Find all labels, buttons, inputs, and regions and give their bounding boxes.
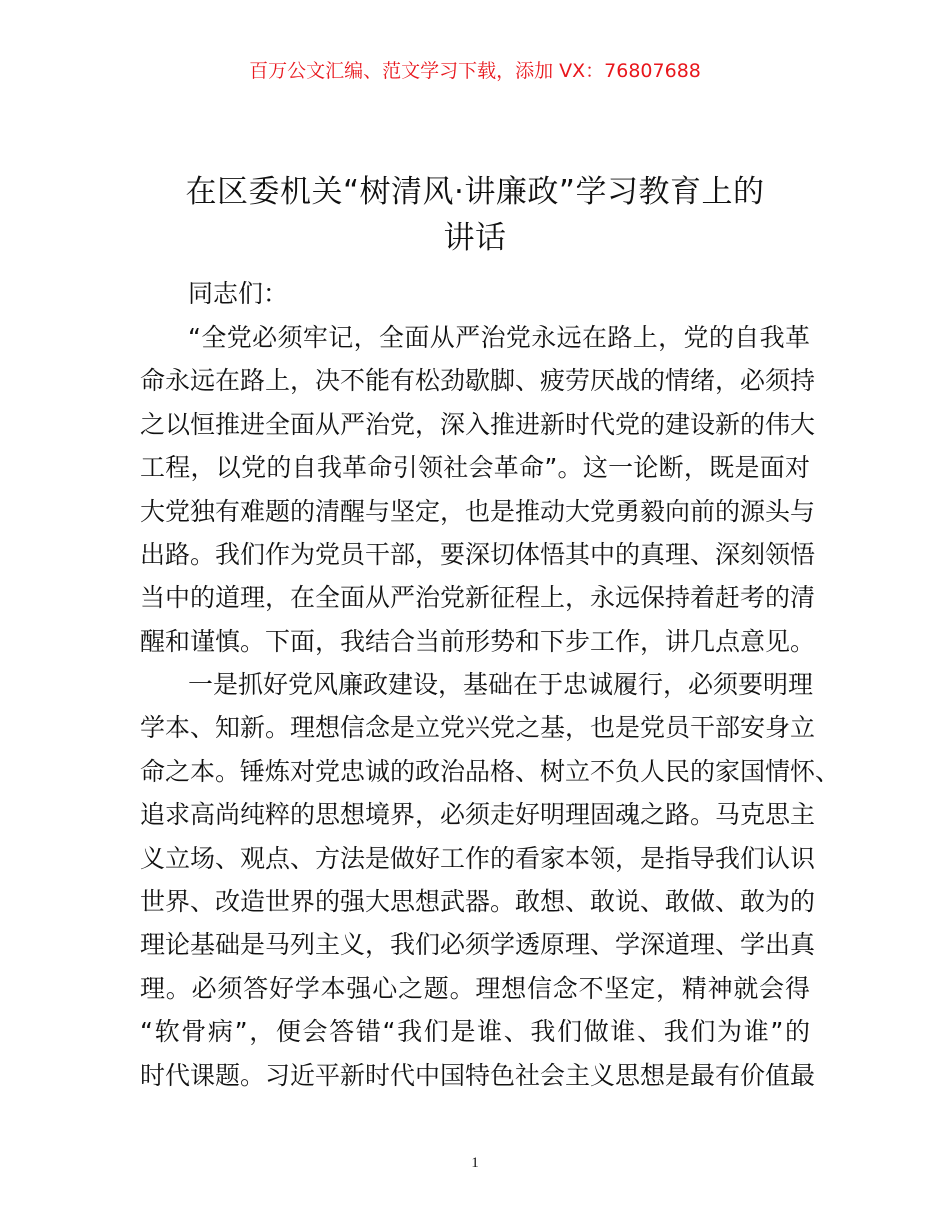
paragraph-2-line: 理论基础是马列主义，我们必须学透原理、学深道理、学出真 — [140, 930, 816, 960]
paragraph-2-line: “软骨病”，便会答错“我们是谁、我们做谁、我们为谁”的 — [140, 1017, 810, 1047]
paragraph-1-line: “全党必须牢记，全面从严治党永远在路上，党的自我革 — [188, 323, 810, 352]
promo-header: 百万公文汇编、范文学习下载，添加 VX：76807688 — [249, 60, 701, 82]
paragraph-2-line: 命之本。锤炼对党忠诚的政治品格、树立不负人民的家国情怀、 — [140, 756, 841, 786]
paragraph-1-line: 大党独有难题的清醒与坚定，也是推动大党勇毅向前的源头与 — [140, 496, 816, 526]
paragraph-2-line: 学本、知新。理想信念是立党兴党之基，也是党员干部安身立 — [140, 713, 816, 743]
paragraph-1-line: 醒和谨慎。下面，我结合当前形势和下步工作，讲几点意见。 — [140, 626, 816, 656]
greeting: 同志们： — [188, 279, 289, 308]
document-title-line-1: 在区委机关“树清风·讲廉政”学习教育上的 — [185, 174, 765, 210]
paragraph-2-line: 义立场、观点、方法是做好工作的看家本领，是指导我们认识 — [140, 843, 816, 873]
page-number: 1 — [471, 1155, 479, 1171]
paragraph-1-line: 出路。我们作为党员干部，要深切体悟其中的真理、深刻领悟 — [140, 540, 816, 569]
paragraph-2-line: 理。必须答好学本强心之题。理想信念不坚定，精神就会得 — [140, 973, 810, 1003]
document-title-line-2: 讲话 — [443, 220, 507, 256]
paragraph-1-line: 当中的道理，在全面从严治党新征程上，永远保持着赶考的清 — [140, 583, 816, 613]
paragraph-2-line: 一是抓好党风廉政建设，基础在于忠诚履行，必须要明理 — [188, 670, 814, 699]
paragraph-1-line: 工程，以党的自我革命引领社会革命”。这一论断，既是面对 — [140, 453, 810, 483]
paragraph-2-line: 追求高尚纯粹的思想境界，必须走好明理固魂之路。马克思主 — [140, 800, 816, 830]
paragraph-1-line: 之以恒推进全面从严治党，深入推进新时代党的建设新的伟大 — [140, 409, 816, 439]
paragraph-2-line: 时代课题。习近平新时代中国特色社会主义思想是最有价值最 — [140, 1060, 816, 1090]
paragraph-1-line: 命永远在路上，决不能有松劲歇脚、疲劳厌战的情绪，必须持 — [140, 366, 816, 396]
paragraph-2-line: 世界、改造世界的强大思想武器。敢想、敢说、敢做、敢为的 — [140, 887, 816, 916]
